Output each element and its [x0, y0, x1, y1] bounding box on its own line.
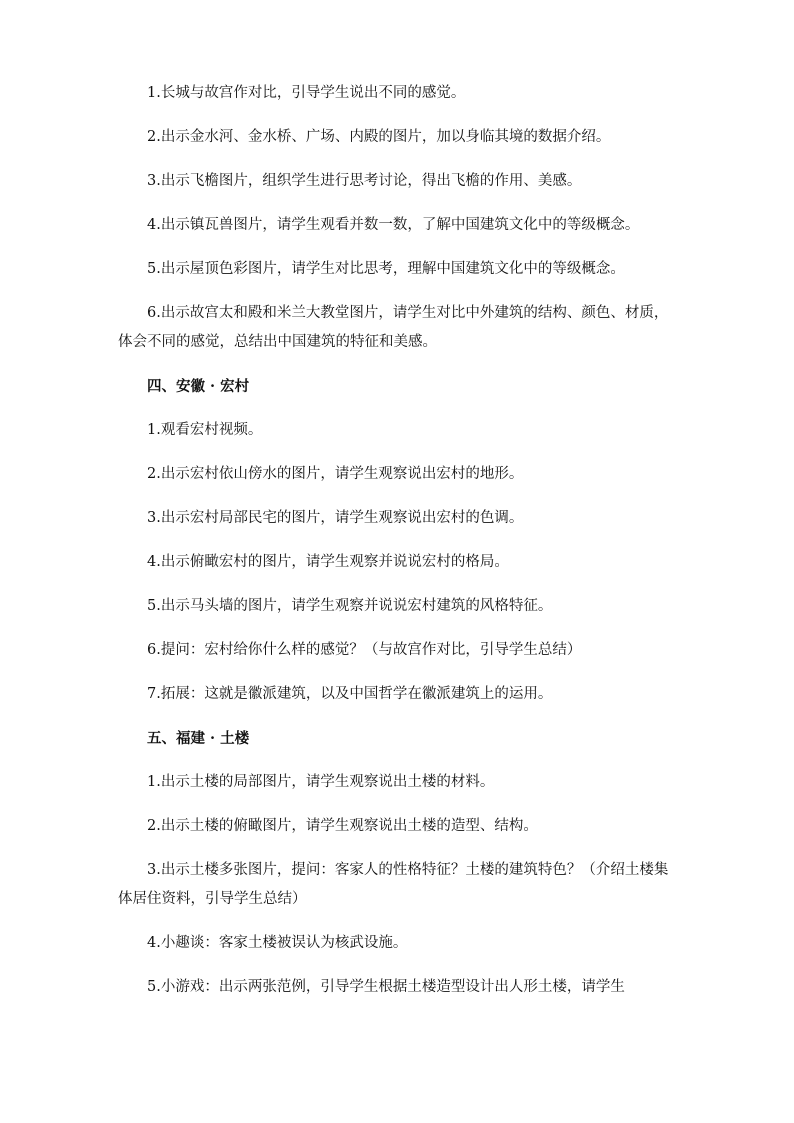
paragraph: 6.出示故宫太和殿和米兰大教堂图片，请学生对比中外建筑的结构、颜色、材质，体会不同的感觉，总结出中国建筑的特征和美感。	[118, 305, 669, 350]
paragraph: 5.出示马头墙的图片，请学生观察并说说宏村建筑的风格特征。	[147, 598, 553, 614]
paragraph: 1.出示土楼的局部图片，请学生观察说出土楼的材料。	[147, 774, 495, 790]
section-heading: 五、福建 · 土楼	[147, 730, 250, 747]
paragraph: 7.拓展：这就是徽派建筑，以及中国哲学在徽派建筑上的运用。	[147, 686, 553, 702]
paragraph: 2.出示金水河、金水桥、广场、内殿的图片，加以身临其境的数据介绍。	[147, 129, 611, 145]
paragraph: 5.出示屋顶色彩图片，请学生对比思考，理解中国建筑文化中的等级概念。	[147, 261, 625, 277]
document-body	[118, 79, 680, 1017]
paragraph: 2.出示宏村依山傍水的图片，请学生观察说出宏村的地形。	[147, 466, 524, 482]
paragraph: 1.观看宏村视频。	[147, 422, 263, 438]
paragraph: 2.出示土楼的俯瞰图片，请学生观察说出土楼的造型、结构。	[147, 818, 538, 834]
paragraph: 1.长城与故宫作对比，引导学生说出不同的感觉。	[147, 85, 466, 101]
section-heading: 四、安徽 · 宏村	[147, 378, 250, 395]
paragraph: 4.小趣谈：客家土楼被误认为核武设施。	[147, 935, 408, 951]
paragraph: 3.出示飞檐图片，组织学生进行思考讨论，得出飞檐的作用、美感。	[147, 173, 582, 189]
paragraph: 6.提问：宏村给你什么样的感觉？（与故宫作对比，引导学生总结）	[147, 642, 582, 658]
paragraph: 4.出示俯瞰宏村的图片，请学生观察并说说宏村的格局。	[147, 554, 509, 570]
paragraph: 4.出示镇瓦兽图片，请学生观看并数一数，了解中国建筑文化中的等级概念。	[147, 217, 640, 233]
paragraph: 3.出示土楼多张图片，提问：客家人的性格特征？土楼的建筑特色？（介绍土楼集体居住资料，引导学生总结）	[118, 862, 669, 907]
paragraph: 5.小游戏：出示两张范例，引导学生根据土楼造型设计出人形土楼，请学生	[147, 979, 625, 995]
paragraph: 3.出示宏村局部民宅的图片，请学生观察说出宏村的色调。	[147, 510, 524, 526]
